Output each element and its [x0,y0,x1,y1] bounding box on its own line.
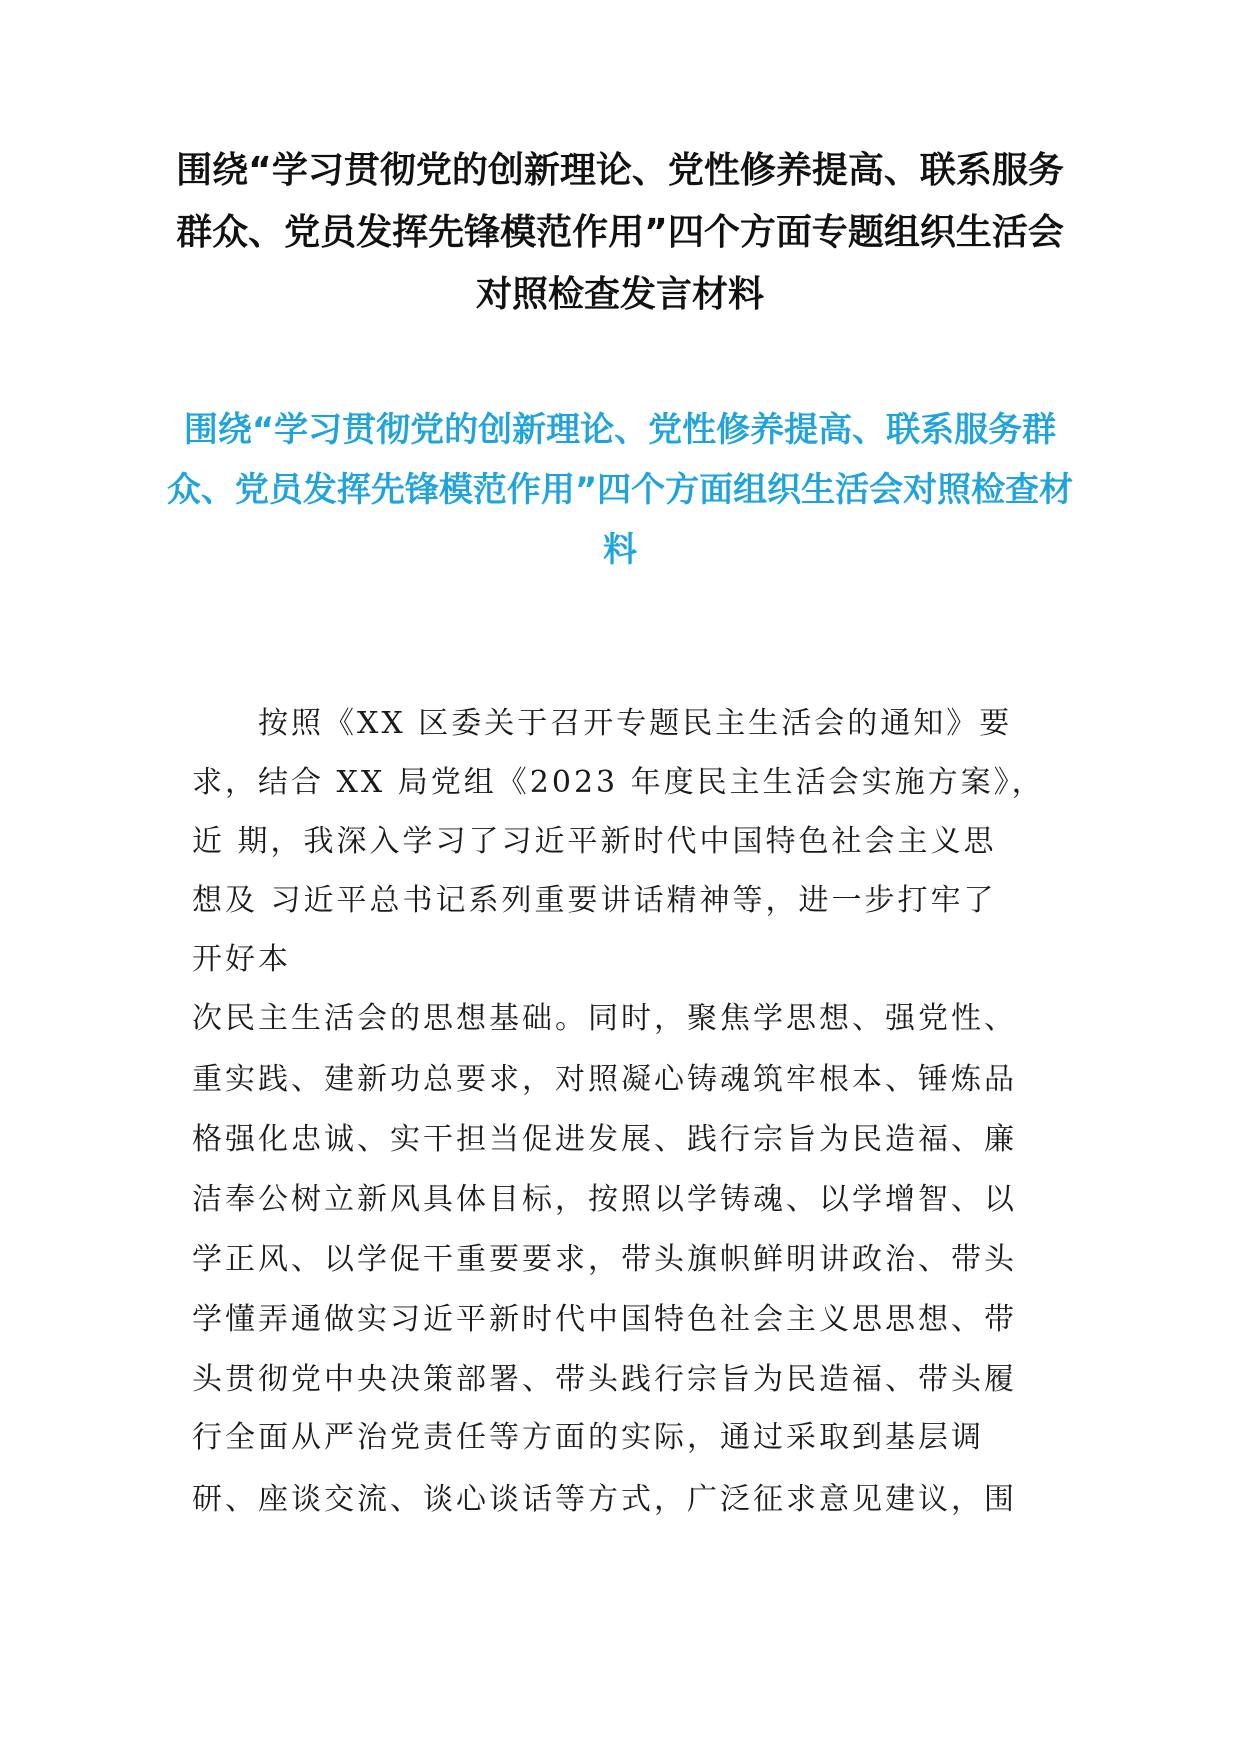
body-line: 格强化忠诚、实干担当促进发展、践行宗旨为民造福、廉 [192,1122,1017,1157]
body-line: 想及 习近平总书记系列重要讲话精神等，进一步打牢了 [192,883,997,918]
body-line: 行全面从严治党责任等方面的实际，通过采取到基层调 [192,1420,984,1455]
body-line: 洁奉公树立新风具体目标，按照以学铸魂、以学增智、以 [192,1182,1017,1217]
body-line: 研、座谈交流、谈心谈话等方式，广泛征求意见建议，围 [192,1482,1017,1517]
body-line: 学正风、以学促干重要要求，带头旗帜鲜明讲政治、带头 [192,1242,1017,1277]
document-subtitle: 围绕“学习贯彻党的创新理论、党性修养提高、联系服务群众、党员发挥先锋模范作用”四个方面组织生活会对照检查材料 [166,410,1074,570]
body-line: 次民主生活会的思想基础。同时，聚焦学思想、强党性、 [192,1001,1017,1036]
body-line: 重实践、建新功总要求，对照凝心铸魂筑牢根本、锤炼品 [192,1062,1017,1097]
body-line: 近 期，我深入学习了习近平新时代中国特色社会主义思 [192,824,997,859]
body-line: 按照《XX 区委关于召开专题民主生活会的通知》要 [258,706,1013,741]
document-title: 围绕“学习贯彻党的创新理论、党性修养提高、联系服务群众、党员发挥先锋模范作用”四个方面专题组织生活会对照检查发言材料 [176,150,1064,315]
body-line: 开好本 [192,942,291,977]
body-line: 头贯彻党中央决策部署、带头践行宗旨为民造福、带头履 [192,1362,1017,1397]
body-line: 求，结合 XX 局党组《2023 年度民主生活会实施方案》， [192,765,1045,800]
body-line: 学懂弄通做实习近平新时代中国特色社会主义思思想、带 [192,1302,1017,1337]
